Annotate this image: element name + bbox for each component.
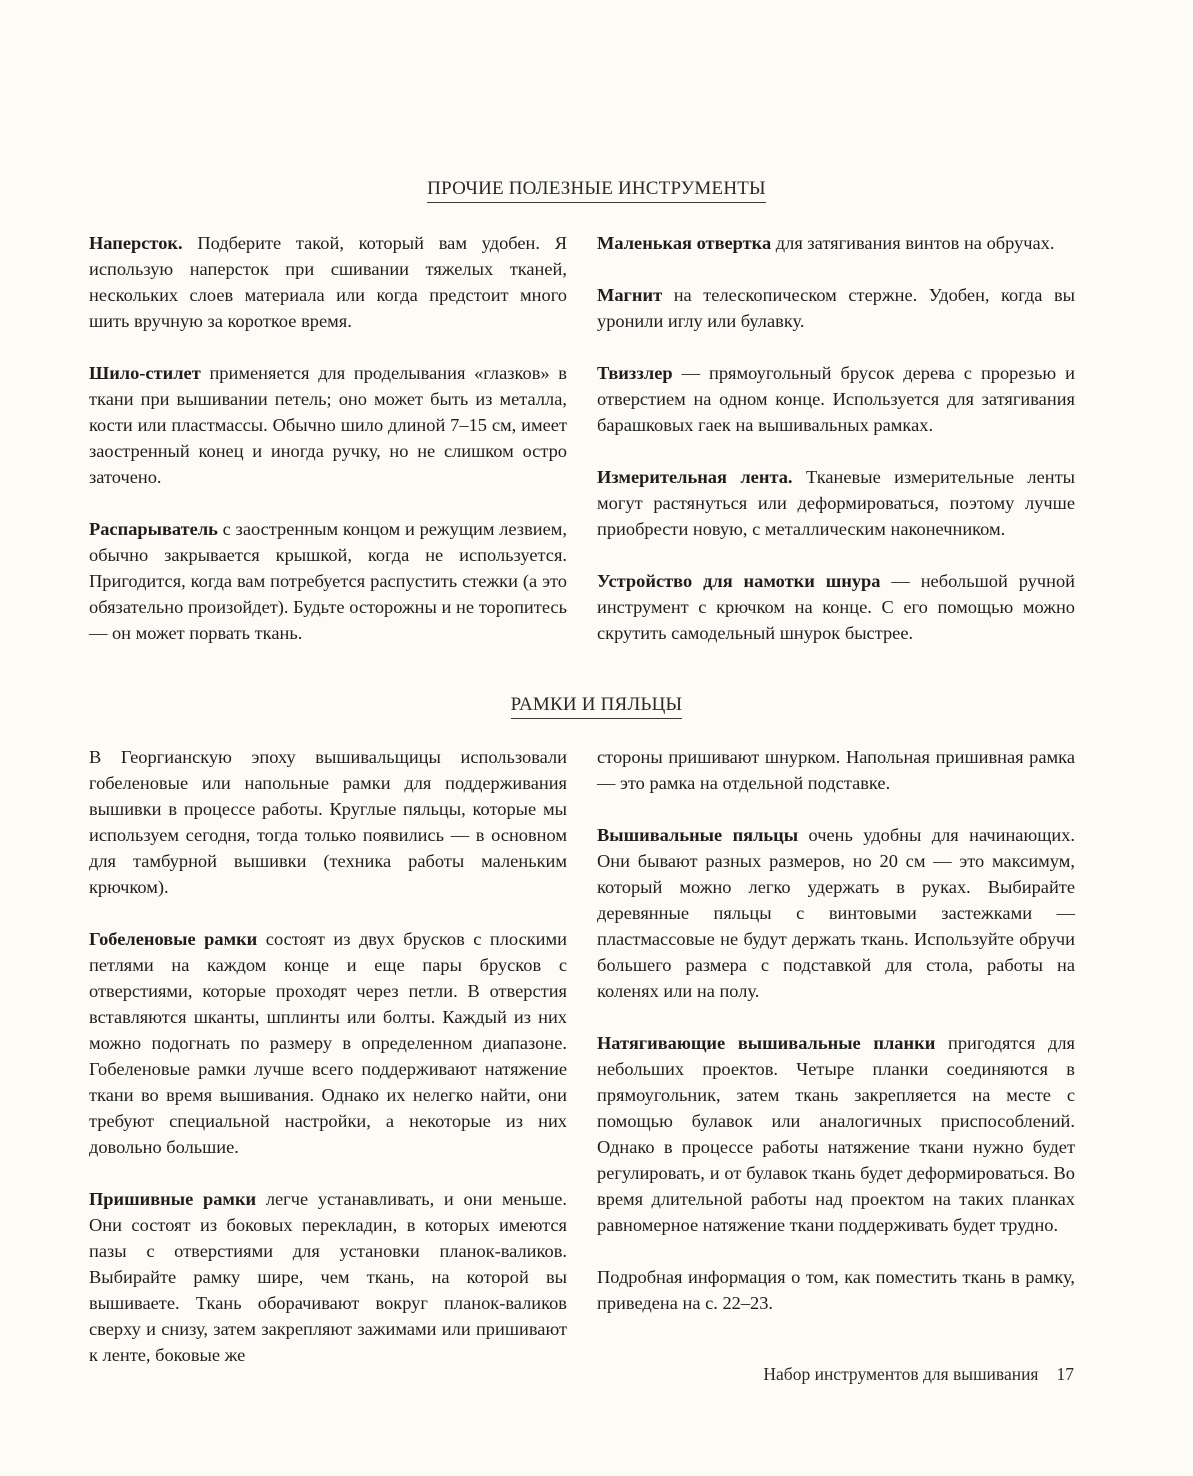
frames-right-column [597,744,1075,1316]
term-slate-frames: Пришивные рамки [89,1189,257,1209]
term-magnet: Магнит [597,285,663,305]
paragraph-thimble: Наперсток. Подберите такой, который вам удобен. Я использую наперсток при сшивании тяжелых тканей, нескольких слоев материала или когда предстоит много шить вручную за короткое время. [89,233,567,331]
term-tape-measure: Измерительная лента. [597,467,793,487]
paragraph-tapestry-frames: Гобеленовые рамки состоят из двух брусков с плоскими петлями на каждом конце и еще пары брусков с отверстиями, которые проходят через петли. В отверстия вставляются шканты, шплинты или болты. Каждый из них можно подогнать по размеру в определенном диапазоне. Гобеленовые рамки лучше всего поддерживают натяжение ткани во время вышивания. Однако их нелегко найти, они требуют специальной настройки, а некоторые из них довольно большие. [89,929,567,1157]
frames-left-column [89,744,567,1368]
paragraph-screwdriver: Маленькая отвертка для затягивания винтов на обручах. [597,233,1055,253]
running-title: Набор инструментов для вышивания [763,1364,1039,1384]
term-seam-ripper: Распарыватель [89,519,218,539]
tools-right-column [597,230,1075,646]
page-number: 17 [1056,1364,1074,1384]
term-awl: Шило-стилет [89,363,201,383]
paragraph-slate-frames-cont: стороны пришивают шнурком. Напольная пришивная рамка — это рамка на отдельной подставке. [597,747,1075,793]
section-heading-frames [0,694,1193,719]
paragraph-see-pages: Подробная информация о том, как поместить ткань в рамку, приведена на с. 22–23. [597,1267,1075,1313]
term-hoops: Вышивальные пяльцы [597,825,799,845]
paragraph-seam-ripper: Распарыватель с заостренным концом и режущим лезвием, обычно закрывается крышкой, когда не используется. Пригодится, когда вам потребуется распустить стежки (а это обязательно произойдет). Будьте осторожны и не торопитесь — он может порвать ткань. [89,519,567,643]
paragraph-hoops: Вышивальные пяльцы очень удобны для начинающих. Они бывают разных размеров, но 20 см — это максимум, который можно легко удержать в руках. Выбирайте деревянные пяльцы с винтовыми застежками — пластмассовые не будут держать ткань. Используйте обручи большего размера с подставкой для стола, работы на коленях или на полу. [597,825,1075,1001]
section-heading-frames-text: РАМКИ И ПЯЛЬЦЫ [511,694,683,719]
term-stretcher-bars: Натягивающие вышивальные планки [597,1033,936,1053]
paragraph-cord-winder: Устройство для намотки шнура — небольшой ручной инструмент с крючком на конце. С его помощью можно скрутить самодельный шнурок быстрее. [597,571,1075,643]
paragraph-slate-frames: Пришивные рамки легче устанавливать, и они меньше. Они состоят из боковых перекладин, в которых имеются пазы с отверстиями для установки планок-валиков. Выбирайте рамку шире, чем ткань, на которой вы вышиваете. Ткань оборачивают вокруг планок-валиков сверху и снизу, затем закрепляют зажимами или пришивают к ленте, боковые же [89,1189,567,1365]
paragraph-stretcher-bars: Натягивающие вышивальные планки пригодятся для небольших проектов. Четыре планки соединяются в прямоугольник, затем ткань закрепляется на месте с помощью булавок или аналогичных приспособлений. Однако в процессе работы натяжение ткани нужно будет регулировать, и от булавок ткань будет деформироваться. Во время длительной работы над проектом на таких планках равномерное натяжение ткани поддерживать будет трудно. [597,1033,1075,1235]
page-footer [763,1364,1074,1385]
tools-left-column [89,230,567,646]
term-screwdriver: Маленькая отвертка [597,233,772,253]
paragraph-tape-measure: Измерительная лента. Тканевые измерительные ленты могут растянуться или деформироваться, поэтому лучше приобрести новую, с металлическим наконечником. [597,467,1075,539]
paragraph-magnet: Магнит на телескопическом стержне. Удобен, когда вы уронили иглу или булавку. [597,285,1075,331]
term-thimble: Наперсток. [89,233,183,253]
term-twizzler: Твиззлер [597,363,673,383]
term-tapestry-frames: Гобеленовые рамки [89,929,258,949]
paragraph-twizzler: Твиззлер — прямоугольный брусок дерева с прорезью и отверстием на одном конце. Используется для затягивания барашковых гаек на вышивальных рамках. [597,363,1075,435]
paragraph-georgian-era: В Георгианскую эпоху вышивальщицы использовали гобеленовые или напольные рамки для поддерживания вышивки в процессе работы. Круглые пяльцы, которые мы используем сегодня, тогда только появились — в основном для тамбурной вышивки (техника работы маленьким крючком). [89,747,567,897]
term-cord-winder: Устройство для намотки шнура [597,571,881,591]
paragraph-awl: Шило-стилет применяется для проделывания «глазков» в ткани при вышивании петель; оно может быть из металла, кости или пластмассы. Обычно шило длиной 7–15 см, имеет заостренный конец и иногда ручку, но не слишком остро заточено. [89,363,567,487]
section-heading-tools [0,178,1193,203]
section-heading-tools-text: ПРОЧИЕ ПОЛЕЗНЫЕ ИНСТРУМЕНТЫ [427,178,766,203]
